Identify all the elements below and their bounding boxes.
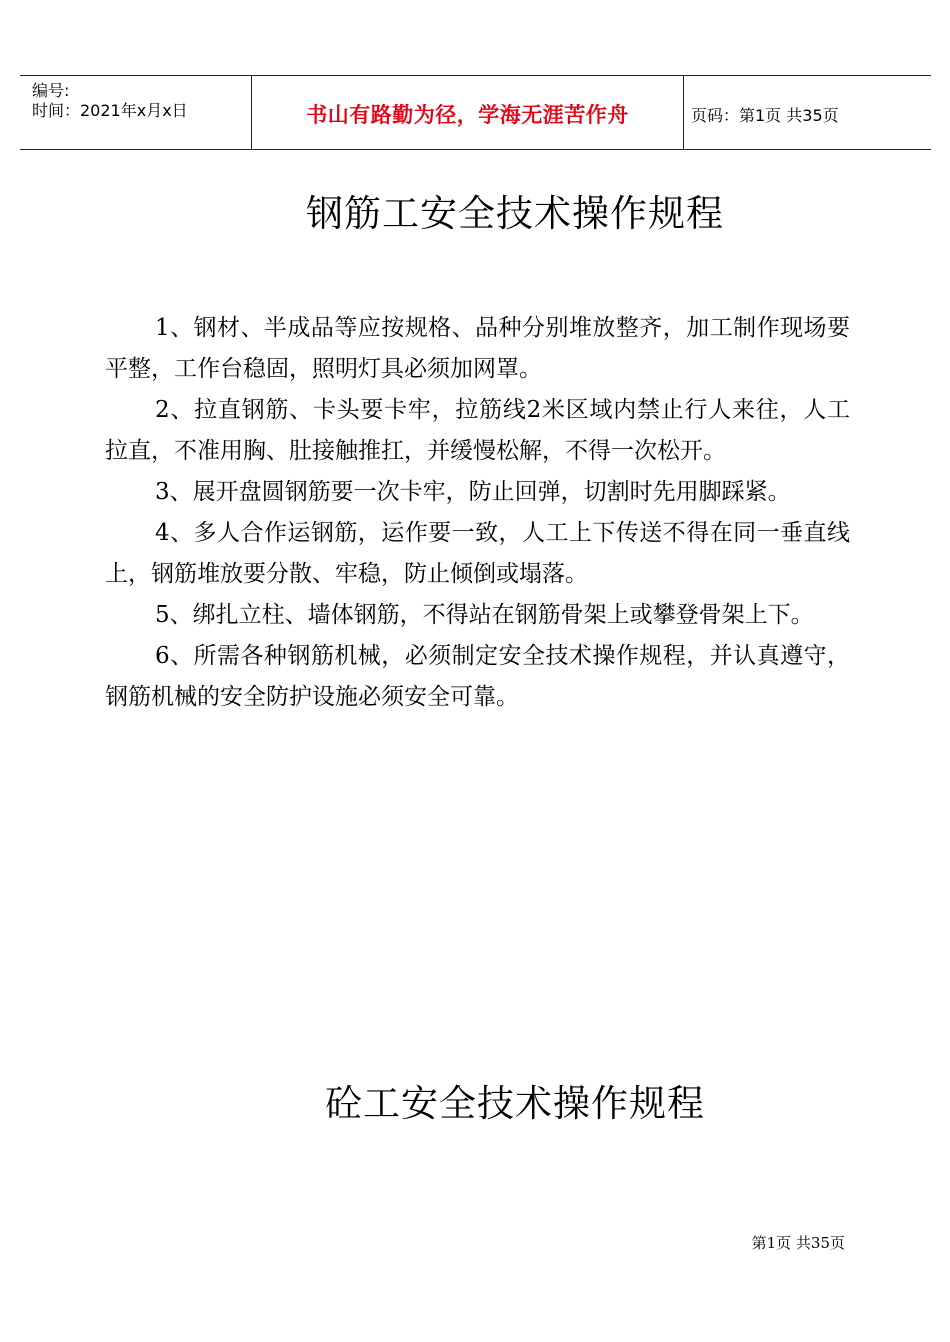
page-footer: 第1页 共35页 [751,1234,845,1252]
rule-item: 2、拉直钢筋、卡头要卡牢，拉筋线2米区域内禁止行人来往，人工拉直，不准用胸、肚接触推扛，并缓慢松解，不得一次松开。 [105,397,850,464]
section-title-rebar [0,192,950,236]
rule-item: 6、所需各种钢筋机械，必须制定安全技术操作规程，并认真遵守，钢筋机械的安全防护设施必须安全可靠。 [105,643,850,710]
section-title-concrete-text: 砼工安全技术操作规程 [325,1082,705,1125]
header-slogan: 书山有路勤为径，学海无涯苦作舟 [306,103,629,127]
section-title-rebar-text: 钢筋工安全技术操作规程 [306,192,724,235]
header-page-cell [683,76,931,149]
rule-item: 1、钢材、半成品等应按规格、品种分别堆放整齐，加工制作现场要平整，工作台稳固，照明灯具必须加网罩。 [105,315,850,382]
document-number-label: 编号: [32,81,70,100]
rule-item: 5、绑扎立柱、墙体钢筋，不得站在钢筋骨架上或攀登骨架上下。 [155,602,814,628]
rule-item: 3、展开盘圆钢筋要一次卡牢，防止回弹，切割时先用脚踩紧。 [155,479,791,505]
section-title-concrete [0,1082,950,1126]
document-date-label: 时间：2021年x月x日 [32,101,188,120]
rebar-rules-body [105,308,850,718]
header-page-number: 页码：第1页 共35页 [691,106,839,125]
header-slogan-cell [251,76,684,149]
document-header [20,75,931,150]
header-meta [20,76,250,149]
rule-item: 4、多人合作运钢筋，运作要一致，人工上下传送不得在同一垂直线上，钢筋堆放要分散、牢稳，防止倾倒或塌落。 [105,520,850,587]
